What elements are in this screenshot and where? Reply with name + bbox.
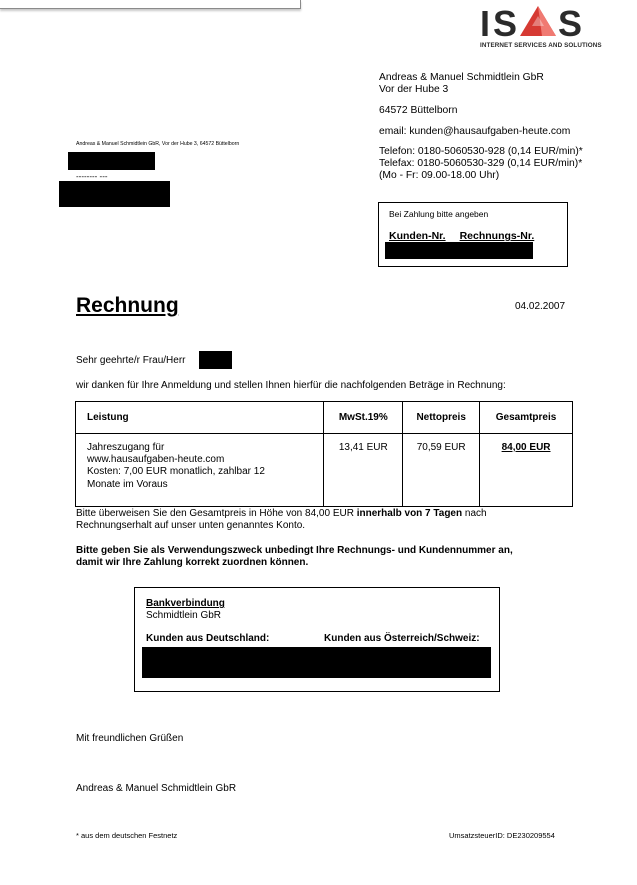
service-cell — [76, 434, 324, 507]
total-cell — [480, 434, 573, 507]
window-edge — [0, 0, 301, 9]
invoice-date: 04.02.2007 — [515, 301, 566, 312]
reference-notice — [76, 545, 513, 570]
redacted-recipient-address — [59, 181, 170, 207]
header-net: Nettopreis — [403, 402, 480, 434]
vat-id: UmsatzsteuerID: DE230209554 — [449, 831, 555, 840]
customer-number-label: Kunden-Nr. — [389, 230, 446, 242]
table-header-row — [76, 402, 573, 434]
payment-note: Bei Zahlung bitte angeben — [389, 209, 489, 219]
header-total: Gesamtpreis — [480, 402, 573, 434]
payment-instruction-line2: Rechnungserhalt auf unser unten genanntes Konto. — [76, 520, 306, 532]
header-vat: MwSt.19% — [324, 402, 403, 434]
payment-instruction-part3: nach — [462, 508, 487, 519]
vat-cell: 13,41 EUR — [324, 434, 403, 507]
invoice-table — [75, 401, 573, 507]
sender-street: Vor der Hube 3 — [379, 84, 449, 95]
net-cell: 70,59 EUR — [403, 434, 480, 507]
sender-name: Andreas & Manuel Schmidtlein GbR — [379, 72, 544, 83]
service-line: Jahreszugang für — [87, 442, 165, 453]
sender-email: email: kunden@hausaufgaben-heute.com — [379, 126, 571, 137]
closing: Mit freundlichen Grüßen — [76, 733, 184, 744]
return-address: Andreas & Manuel Schmidtlein GbR, Vor der Hube 3, 64572 Büttelborn — [76, 141, 240, 147]
bank-austria-swiss-label: Kunden aus Österreich/Schweiz: — [324, 633, 480, 644]
redacted-recipient-name — [68, 152, 155, 170]
bank-account-holder: Schmidtlein GbR — [146, 610, 222, 621]
footnote: * aus dem deutschen Festnetz — [76, 831, 178, 840]
svg-text:S: S — [493, 4, 518, 42]
header-service: Leistung — [76, 402, 324, 434]
bank-germany-label: Kunden aus Deutschland: — [146, 633, 270, 644]
svg-text:S: S — [558, 4, 583, 42]
payment-deadline: innerhalb von 7 Tagen — [356, 508, 463, 519]
company-logo — [480, 4, 602, 50]
bank-title: Bankverbindung — [146, 598, 225, 609]
sender-fax: Telefax: 0180-5060530-329 (0,14 EUR/min)* — [379, 158, 583, 169]
logo-tagline: INTERNET SERVICES AND SOLUTIONS — [480, 42, 602, 49]
logo-graphic — [480, 4, 592, 42]
table-row — [76, 434, 573, 507]
redacted-reference-numbers — [385, 242, 533, 259]
redacted-salutation-name — [199, 351, 232, 369]
redacted-bank-details — [142, 647, 491, 678]
sender-hours: (Mo - Fr: 09.00-18.00 Uhr) — [379, 170, 500, 181]
payment-reference-labels — [389, 230, 548, 242]
sender-city: 64572 Büttelborn — [379, 105, 458, 116]
payment-instruction-part1: Bitte überweisen Sie den Gesamtpreis in Höhe von 84,00 EUR — [76, 508, 357, 519]
payment-instruction — [76, 508, 487, 533]
service-line: www.hausaufgaben-heute.com — [87, 454, 225, 466]
reference-notice-line2: damit wir Ihre Zahlung korrekt zuordnen können. — [76, 557, 309, 569]
sender-block — [379, 72, 583, 182]
intro-text: wir danken für Ihre Anmeldung und stellen Ihnen hierfür die nachfolgenden Beträge in Rechnung: — [76, 380, 506, 391]
service-line: Kosten: 7,00 EUR monatlich, zahlbar 12 — [87, 466, 265, 478]
total-amount: 84,00 EUR — [501, 442, 551, 453]
svg-text:I: I — [480, 4, 491, 42]
salutation: Sehr geehrte/r Frau/Herr — [76, 355, 186, 366]
document-title: Rechnung — [76, 294, 179, 317]
signature: Andreas & Manuel Schmidtlein GbR — [76, 783, 237, 794]
recipient-dashes: -------- --- — [76, 172, 108, 181]
service-line: Monate im Voraus — [87, 478, 168, 490]
reference-notice-line1: Bitte geben Sie als Verwendungszweck unbedingt Ihre Rechnungs- und Kundennummer an, — [76, 545, 513, 556]
sender-phone: Telefon: 0180-5060530-928 (0,14 EUR/min)* — [379, 146, 583, 157]
invoice-number-label: Rechnungs-Nr. — [459, 230, 535, 242]
